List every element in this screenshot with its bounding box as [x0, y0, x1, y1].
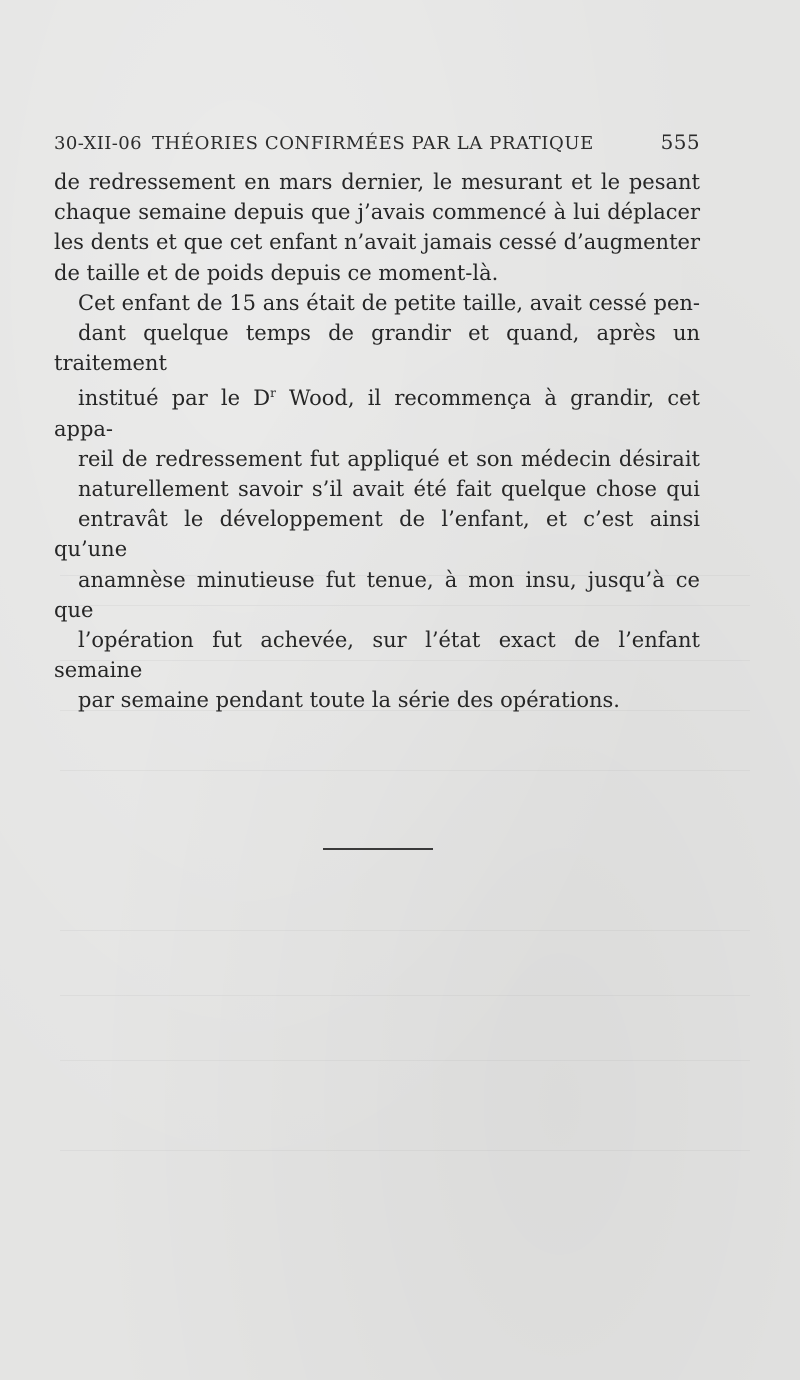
show-through-line [60, 995, 750, 996]
show-through-line [60, 1060, 750, 1061]
running-header [54, 130, 700, 154]
text-line: chaque semaine depuis que j’avais commencé à lui déplacer [54, 200, 700, 225]
text-fragment: Wood, il recommença à grandir, cet appa- [54, 386, 701, 441]
text-line: par semaine pendant toute la série des opérations. [78, 688, 620, 713]
paragraph [54, 167, 700, 288]
paragraph [54, 288, 700, 716]
page-number: 555 [660, 130, 700, 154]
show-through-line [60, 930, 750, 931]
text-line: dant quelque temps de grandir et quand, après un traitement [54, 321, 700, 376]
header-date: 30-XII-06 [54, 133, 142, 154]
running-title: THÉORIES CONFIRMÉES PAR LA PRATIQUE [151, 133, 594, 154]
text-line: entravât le développement de l’enfant, et c’est ainsi qu’une [54, 507, 700, 562]
text-line: les dents et que cet enfant n’avait jamais cessé d’augmenter [54, 230, 700, 255]
superscript: r [270, 386, 276, 401]
show-through-line [60, 1150, 750, 1151]
text-line: anamnèse minutieuse fut tenue, à mon insu, jusqu’à ce que [54, 567, 700, 622]
text-line [54, 378, 700, 443]
text-line: Cet enfant de 15 ans était de petite taille, avait cessé pen- [78, 290, 700, 315]
text-line: reil de redressement fut appliqué et son médecin désirait [78, 446, 700, 471]
show-through-line [60, 770, 750, 771]
text-line: de taille et de poids depuis ce moment-là. [54, 260, 499, 285]
section-end-rule [323, 848, 433, 850]
text-line: naturellement savoir s’il avait été fait quelque chose qui [78, 477, 700, 502]
text-fragment: institué par le D [78, 386, 271, 411]
text-line: l’opération fut achevée, sur l’état exact de l’enfant semaine [54, 628, 700, 683]
body-text [54, 167, 700, 716]
text-line: de redressement en mars dernier, le mesurant et le pesant [54, 170, 700, 194]
